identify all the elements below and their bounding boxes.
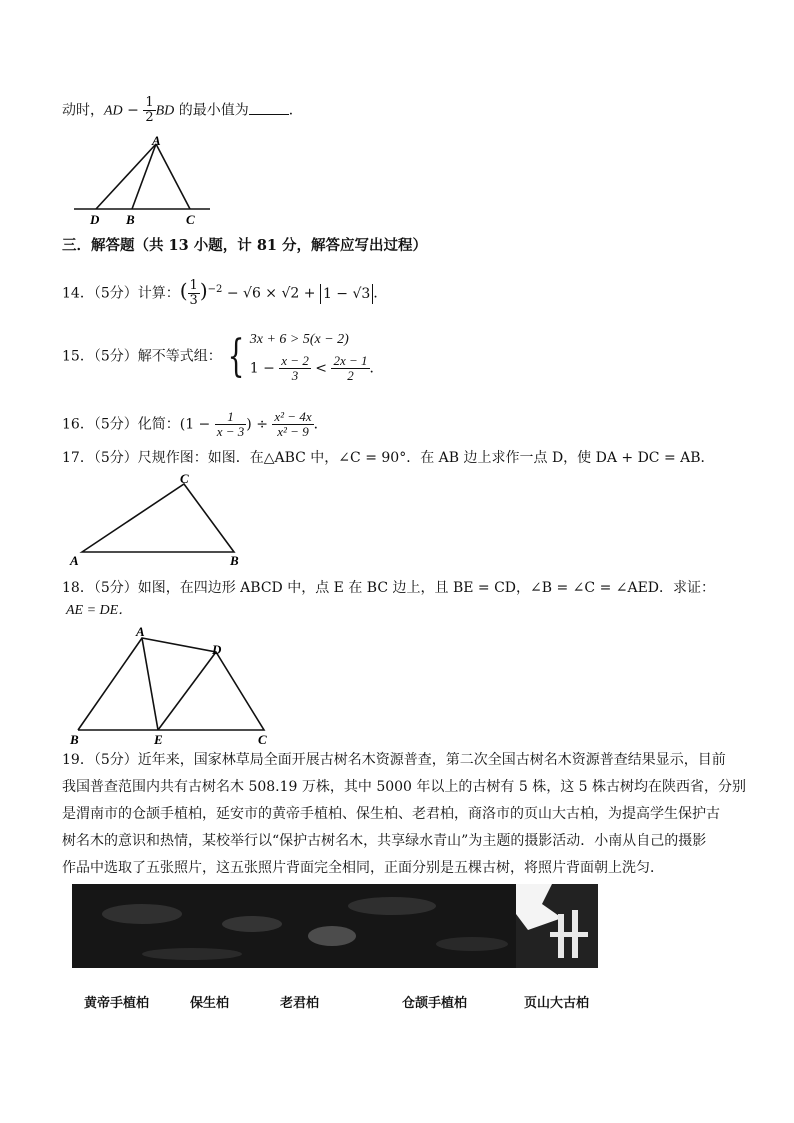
photo-caption-2: 保生柏 <box>190 996 230 1011</box>
point-label-c: C <box>186 212 195 226</box>
point-label-d: D <box>90 212 100 226</box>
point-label-a: A <box>70 553 79 568</box>
point-label-b: B <box>230 553 239 568</box>
point-label-c: C <box>258 732 267 746</box>
figure-q13-triangle <box>70 134 220 226</box>
point-label-b: B <box>126 212 135 226</box>
q16-label: 16．（5分）化简： <box>62 416 180 433</box>
question-14: 14．（5分）计算：( $\frac{1}{3}$ )$^{-2}$ − √6 × √2 + 1 − √3 ． <box>62 278 388 308</box>
question-13-tail: 动时，AD − $\frac{1}{2}$ BD 的最小值为 ． <box>62 95 303 125</box>
section-heading: 三．解答题（共 13 小题，计 81 分，解答应写出过程） <box>62 237 428 254</box>
question-19-line-2: 我国普查范围内共有古树名木 508.19 万株，其中 5000 年以上的古树有 5 株，这 5 株古树均在陕西省，分别 <box>62 779 747 795</box>
figure-q18-quadrilateral <box>64 624 284 746</box>
q14-absolute-value: 1 − √3 <box>320 284 373 304</box>
q13-fraction: $\frac{1}{2}$ <box>145 95 154 125</box>
point-label-b: B <box>70 732 79 746</box>
tree-photos-texture <box>72 884 598 968</box>
photo-caption-1: 黄帝手植柏 <box>84 996 150 1011</box>
figure-q17-right-triangle <box>66 472 246 568</box>
point-label-d: D <box>212 642 222 657</box>
question-17: 17．（5分）尺规作图：如图．在△ABC 中，∠C = 90°．在 AB 边上求作一点 D，使 DA + DC = AB． <box>62 450 715 466</box>
question-18-line-1: 18．（5分）如图，在四边形 ABCD 中，点 E 在 BC 边上，且 BE = CD，∠B = ∠C = ∠AED．求证： <box>62 580 716 596</box>
point-label-e: E <box>154 732 163 746</box>
q13-expr-ad: AD <box>104 103 123 119</box>
photo-caption-5: 页山大古柏 <box>524 996 590 1011</box>
question-16: 16．（5分）化简：(1 − $\frac{1}{x - 3}$ ) ÷ $\frac{\text{x² − 4x}}{\text{x² − 9}}$ ． <box>62 409 328 439</box>
q13-expr-bd: BD <box>155 103 175 119</box>
q13-prefix: 动时， <box>62 102 104 119</box>
q15-label: 15．（5分）解不等式组： <box>62 348 222 365</box>
photo-caption-4: 仓颉手植柏 <box>402 996 468 1011</box>
point-label-a: A <box>136 624 145 639</box>
tree-photos-image <box>72 884 598 968</box>
point-label-c: C <box>180 472 189 486</box>
question-18-line-2: AE = DE． <box>66 603 133 618</box>
q13-minus: − <box>122 102 144 119</box>
inequality-system: { 3x + 6 > 5(x − 2) 1 − $\frac{x - 2}{3}$ < $\frac{2x - 1}{2}$ ． <box>227 330 384 383</box>
question-19-line-5: 作品中选取了五张照片，这五张照片背面完全相同，正面分别是五棵古树，将照片背面朝上洗匀． <box>62 860 664 876</box>
question-15 <box>62 330 384 383</box>
q14-label: 14．（5分）计算： <box>62 285 180 302</box>
inequality-1: 3x + 6 > 5(x − 2) <box>249 332 349 347</box>
inequality-2: 1 − $\frac{x - 2}{3}$ < $\frac{2x - 1}{2}$ ． <box>249 353 384 383</box>
question-19-line-3: 是渭南市的仓颉手植柏，延安市的黄帝手植柏、保生柏、老君柏，商洛市的页山大古柏，为提高学生保护古 <box>62 806 720 822</box>
question-19-line-4: 树名木的意识和热情，某校举行以“保护古树名木，共享绿水青山”为主题的摄影活动．小南从自己的摄影 <box>62 833 707 849</box>
question-19-line-1: 19．（5分）近年来，国家林草局全面开展古树名木资源普查，第二次全国古树名木资源普查结果显示，目前 <box>62 752 726 768</box>
answer-blank[interactable] <box>249 100 289 115</box>
point-label-a: A <box>152 134 161 148</box>
q13-suffix: 的最小值为 <box>174 102 249 119</box>
photo-caption-3: 老君柏 <box>280 996 320 1011</box>
